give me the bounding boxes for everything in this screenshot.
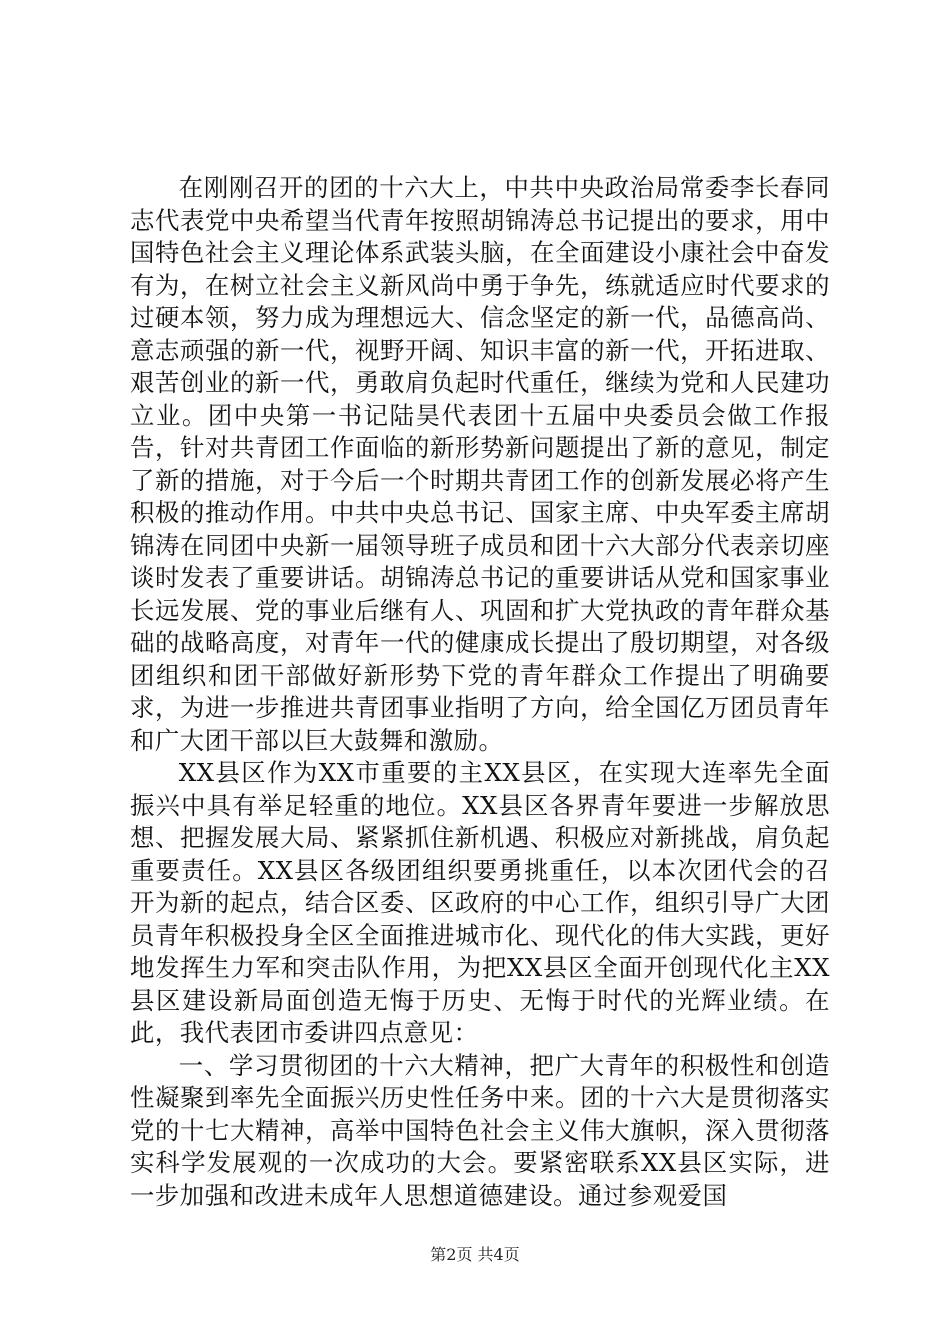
document-body	[130, 172, 830, 1212]
page-footer: 第2页 共4页	[430, 1245, 520, 1264]
paragraph-1: 在刚刚召开的团的十六大上，中共中央政治局常委李长春同志代表党中央希望当代青年按照胡锦涛总书记提出的要求，用中国特色社会主义理论体系武装头脑，在全面建设小康社会中奋发有为，在树立社会主义新风尚中勇于争先，练就适应时代要求的过硬本领，努力成为理想远大、信念坚定的新一代，品德高尚、意志顽强的新一代，视野开阔、知识丰富的新一代，开拓进取、艰苦创业的新一代，勇敢肩负起时代重任，继续为党和人民建功立业。团中央第一书记陆昊代表团十五届中央委员会做工作报告，针对共青团工作面临的新形势新问题提出了新的意见，制定了新的措施，对于今后一个时期共青团工作的创新发展必将产生积极的推动作用。中共中央总书记、国家主席、中央军委主席胡锦涛在同团中央新一届领导班子成员和团十六大部分代表亲切座谈时发表了重要讲话。胡锦涛总书记的重要讲话从党和国家事业长远发展、党的事业后继有人、巩固和扩大党执政的青年群众基础的战略高度，对青年一代的健康成长提出了殷切期望，对各级团组织和团干部做好新形势下党的青年群众工作提出了明确要求，为进一步推进共青团事业指明了方向，给全国亿万团员青年和广大团干部以巨大鼓舞和激励。	[130, 173, 830, 755]
paragraph-2: XX县区作为XX市重要的主XX县区，在实现大连率先全面振兴中具有举足轻重的地位。XX县区各界青年要进一步解放思想、把握发展大局、紧紧抓住新机遇、积极应对新挑战，肩负起重要责任。XX县区各级团组织要勇挑重任，以本次团代会的召开为新的起点，结合区委、区政府的中心工作，组织引导广大团员青年积极投身全区全面推进城市化、现代化的伟大实践，更好地发挥生力军和突击队作用，为把XX县区全面开创现代化主XX县区建设新局面创造无悔于历史、无悔于时代的光辉业绩。在此，我代表团市委讲四点意见：	[130, 758, 830, 1047]
paragraph-3: 一、学习贯彻团的十六大精神，把广大青年的积极性和创造性凝聚到率先全面振兴历史性任务中来。团的十六大是贯彻落实党的十七大精神，高举中国特色社会主义伟大旗帜，深入贯彻落实科学发展观的一次成功的大会。要紧密联系XX县区实际，进一步加强和改进未成年人思想道德建设。通过参观爱国	[130, 1050, 830, 1210]
